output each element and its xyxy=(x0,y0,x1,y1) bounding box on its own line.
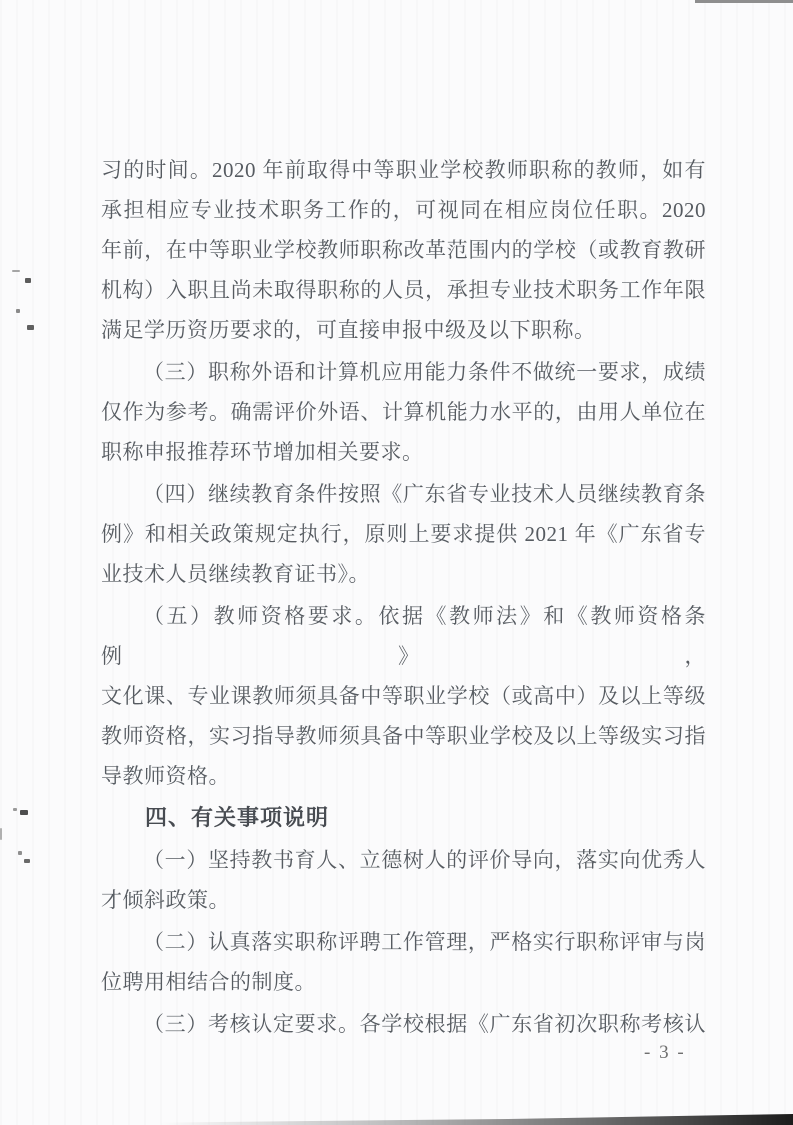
document-body xyxy=(101,150,706,1046)
paragraph-item-1 xyxy=(101,840,706,920)
scan-speck xyxy=(18,851,22,855)
text-line: 位聘用相结合的制度。 xyxy=(101,970,316,994)
text-line: 仅作为参考。确需评价外语、计算机能力水平的，由用人单位在 xyxy=(101,400,706,424)
scan-speck xyxy=(27,325,34,330)
paragraph-item-3 xyxy=(101,352,706,472)
section-heading xyxy=(101,798,706,838)
scan-speck xyxy=(13,808,17,811)
text-line: 机构）入职且尚未取得职称的人员，承担专业技术职务工作年限 xyxy=(101,278,706,302)
text-line: 职称申报推荐环节增加相关要求。 xyxy=(101,440,424,464)
text-line: 承担相应专业技术职务工作的，可视同在相应岗位任职。2020 xyxy=(101,198,706,222)
paragraph-item-4 xyxy=(101,474,706,594)
scan-edge-line xyxy=(695,0,793,3)
text-line: 才倾斜政策。 xyxy=(101,888,230,912)
paragraph-item-2 xyxy=(101,922,706,1002)
text-line: （五）教师资格要求。依据《教师法》和《教师资格条例》， xyxy=(101,604,706,668)
text-line: 年前，在中等职业学校教师职称改革范围内的学校（或教育教研 xyxy=(101,238,706,262)
scan-speck xyxy=(12,270,20,272)
scan-speck xyxy=(0,828,2,840)
text-line: 教师资格，实习指导教师须具备中等职业学校及以上等级实习指 xyxy=(101,724,706,748)
text-line: 习的时间。2020 年前取得中等职业学校教师职称的教师，如有 xyxy=(101,158,706,182)
text-line: （三）职称外语和计算机应用能力条件不做统一要求，成绩 xyxy=(143,360,706,384)
text-line: （二）认真落实职称评聘工作管理，严格实行职称评审与岗 xyxy=(143,930,706,954)
text-line: 满足学历资历要求的，可直接申报中级及以下职称。 xyxy=(101,318,596,342)
text-line: （三）考核认定要求。各学校根据《广东省初次职称考核认 xyxy=(143,1012,706,1036)
text-line: （一）坚持教书育人、立德树人的评价导向，落实向优秀人 xyxy=(143,848,706,872)
text-line: 导教师资格。 xyxy=(101,764,230,788)
paragraph-item-3-second xyxy=(101,1004,706,1044)
text-line: 文化课、专业课教师须具备中等职业学校（或高中）及以上等级 xyxy=(101,684,706,708)
scan-speck xyxy=(24,859,30,863)
paragraph-continuation xyxy=(101,150,706,350)
paragraph-item-5 xyxy=(101,596,706,796)
text-line: 业技术人员继续教育证书》。 xyxy=(101,562,370,586)
scan-speck xyxy=(16,309,20,313)
scan-edge-shadow xyxy=(160,1114,793,1125)
text-line: 例》和相关政策规定执行，原则上要求提供 2021 年《广东省专 xyxy=(101,522,706,546)
text-line: （四）继续教育条件按照《广东省专业技术人员继续教育条 xyxy=(143,482,706,506)
scan-speck xyxy=(25,278,31,283)
section-heading-text: 四、有关事项说明 xyxy=(145,805,330,830)
page-number: - 3 - xyxy=(644,1042,686,1063)
scan-speck xyxy=(20,810,28,815)
